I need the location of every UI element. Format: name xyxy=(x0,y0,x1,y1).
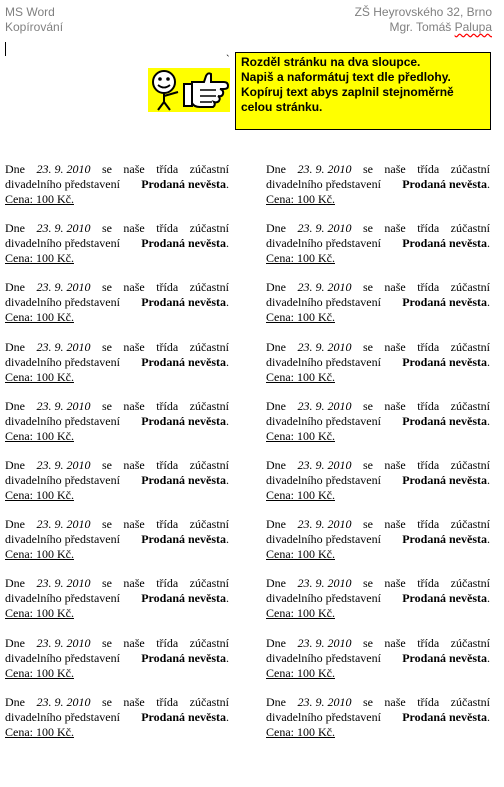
document-header-left xyxy=(5,5,63,35)
text-line-1: Dne 23. 9. 2010 se naše třída zúčastní xyxy=(5,221,229,236)
play-title: Prodaná nevěsta xyxy=(402,236,487,251)
play-title: Prodaná nevěsta xyxy=(402,354,487,369)
price-line: Cena: 100 Kč. xyxy=(5,665,74,680)
text-block xyxy=(266,636,490,695)
text-line-1: Dne 23. 9. 2010 se naše třída zúčastní xyxy=(266,576,490,591)
text-line-2: divadelního představení Prodaná nevěsta. xyxy=(5,532,229,547)
play-title: Prodaná nevěsta xyxy=(402,532,487,547)
play-title: Prodaná nevěsta xyxy=(402,295,487,310)
price-line: Cena: 100 Kč. xyxy=(266,606,335,621)
text-line-2: divadelního představení Prodaná nevěsta. xyxy=(266,295,490,310)
text-block xyxy=(266,576,490,635)
text-line-1: Dne 23. 9. 2010 se naše třída zúčastní xyxy=(266,457,490,472)
play-title: Prodaná nevěsta xyxy=(141,177,226,191)
header-topic: Kopírování xyxy=(5,20,64,34)
header-app: MS Word xyxy=(5,5,55,19)
text-line-2: divadelního představení Prodaná nevěsta. xyxy=(266,413,490,428)
text-line-1: Dne 23. 9. 2010 se naše třída zúčastní xyxy=(5,517,229,532)
smiley-pointing-hand-icon xyxy=(148,68,230,112)
price-line: Cena: 100 Kč. xyxy=(266,487,335,502)
event-date: 23. 9. 2010 xyxy=(297,339,352,354)
header-author: Mgr. Tomáš Palupa xyxy=(389,20,492,34)
event-date: 23. 9. 2010 xyxy=(297,221,352,236)
text-line-2: divadelního představení Prodaná nevěsta. xyxy=(266,236,490,251)
play-title: Prodaná nevěsta xyxy=(141,295,226,310)
text-cursor xyxy=(5,42,6,56)
text-line-1: Dne 23. 9. 2010 se naše třída zúčastní xyxy=(5,280,229,295)
text-block xyxy=(266,162,490,221)
price-line: Cena: 100 Kč. xyxy=(5,251,74,266)
play-title: Prodaná nevěsta xyxy=(141,591,226,606)
event-date: 23. 9. 2010 xyxy=(297,694,352,709)
task-line: celou stránku. xyxy=(241,100,323,114)
event-date: 23. 9. 2010 xyxy=(36,280,91,295)
text-block xyxy=(5,517,229,576)
price-line: Cena: 100 Kč. xyxy=(266,369,335,384)
text-line-1: Dne 23. 9. 2010 se naše třída zúčastní xyxy=(5,694,229,709)
event-date: 23. 9. 2010 xyxy=(36,162,91,176)
document-header-right xyxy=(355,5,492,35)
text-block xyxy=(5,399,229,458)
event-date: 23. 9. 2010 xyxy=(297,162,352,176)
play-title: Prodaná nevěsta xyxy=(141,709,226,724)
event-date: 23. 9. 2010 xyxy=(36,517,91,532)
price-line: Cena: 100 Kč. xyxy=(5,192,74,206)
text-line-1: Dne 23. 9. 2010 se naše třída zúčastní xyxy=(266,398,490,413)
text-line-1: Dne 23. 9. 2010 se naše třída zúčastní xyxy=(5,635,229,650)
text-line-1: Dne 23. 9. 2010 se naše třída zúčastní xyxy=(266,221,490,236)
text-line-2: divadelního představení Prodaná nevěsta. xyxy=(5,236,229,251)
play-title: Prodaná nevěsta xyxy=(141,532,226,547)
task-line: Napiš a naformátuj text dle předlohy. xyxy=(241,70,451,84)
event-date: 23. 9. 2010 xyxy=(297,457,352,472)
event-date: 23. 9. 2010 xyxy=(297,398,352,413)
text-block xyxy=(266,280,490,339)
text-block xyxy=(5,695,229,754)
text-line-2: divadelního představení Prodaná nevěsta. xyxy=(5,177,229,191)
text-line-2: divadelního představení Prodaná nevěsta. xyxy=(5,472,229,487)
task-line: Kopíruj text abys zaplnil stejnoměrně xyxy=(241,85,454,99)
header-school: ZŠ Heyrovského 32, Brno xyxy=(354,5,492,19)
price-line: Cena: 100 Kč. xyxy=(266,251,335,266)
price-line: Cena: 100 Kč. xyxy=(5,606,74,621)
price-line: Cena: 100 Kč. xyxy=(266,428,335,443)
text-block xyxy=(5,636,229,695)
play-title: Prodaná nevěsta xyxy=(141,472,226,487)
text-block xyxy=(5,576,229,635)
text-line-2: divadelního představení Prodaná nevěsta. xyxy=(266,177,490,191)
event-date: 23. 9. 2010 xyxy=(297,517,352,532)
play-title: Prodaná nevěsta xyxy=(402,591,487,606)
play-title: Prodaná nevěsta xyxy=(402,709,487,724)
price-line: Cena: 100 Kč. xyxy=(266,724,335,739)
text-line-2: divadelního představení Prodaná nevěsta. xyxy=(266,472,490,487)
play-title: Prodaná nevěsta xyxy=(141,650,226,665)
text-line-1: Dne 23. 9. 2010 se naše třída zúčastní xyxy=(266,635,490,650)
text-block xyxy=(5,458,229,517)
play-title: Prodaná nevěsta xyxy=(141,413,226,428)
text-line-1: Dne 23. 9. 2010 se naše třída zúčastní xyxy=(5,339,229,354)
price-line: Cena: 100 Kč. xyxy=(266,547,335,562)
text-block xyxy=(5,221,229,280)
price-line: Cena: 100 Kč. xyxy=(266,310,335,325)
text-line-2: divadelního představení Prodaná nevěsta. xyxy=(266,591,490,606)
text-block xyxy=(266,340,490,399)
play-title: Prodaná nevěsta xyxy=(141,236,226,251)
text-line-1: Dne 23. 9. 2010 se naše třída zúčastní xyxy=(266,280,490,295)
text-line-2: divadelního představení Prodaná nevěsta. xyxy=(266,709,490,724)
play-title: Prodaná nevěsta xyxy=(402,472,487,487)
column-left xyxy=(5,162,229,754)
price-line: Cena: 100 Kč. xyxy=(266,192,335,206)
event-date: 23. 9. 2010 xyxy=(36,457,91,472)
event-date: 23. 9. 2010 xyxy=(36,398,91,413)
text-block xyxy=(266,221,490,280)
column-right xyxy=(266,162,490,754)
task-line: Rozděl stránku na dva sloupce. xyxy=(241,55,421,69)
stray-mark: ` xyxy=(226,54,230,66)
text-line-2: divadelního představení Prodaná nevěsta. xyxy=(5,354,229,369)
text-block xyxy=(5,280,229,339)
text-line-2: divadelního představení Prodaná nevěsta. xyxy=(5,295,229,310)
event-date: 23. 9. 2010 xyxy=(297,576,352,591)
text-line-1: Dne 23. 9. 2010 se naše třída zúčastní xyxy=(5,398,229,413)
text-block xyxy=(266,695,490,754)
text-line-1: Dne 23. 9. 2010 se naše třída zúčastní xyxy=(266,339,490,354)
price-line: Cena: 100 Kč. xyxy=(5,310,74,325)
event-date: 23. 9. 2010 xyxy=(36,635,91,650)
text-block xyxy=(266,399,490,458)
text-line-1: Dne 23. 9. 2010 se naše třída zúčastní xyxy=(266,517,490,532)
event-date: 23. 9. 2010 xyxy=(297,280,352,295)
text-line-2: divadelního představení Prodaná nevěsta. xyxy=(5,591,229,606)
text-line-2: divadelního představení Prodaná nevěsta. xyxy=(5,709,229,724)
text-line-1: Dne 23. 9. 2010 se naše třída zúčastní xyxy=(5,457,229,472)
text-line-2: divadelního představení Prodaná nevěsta. xyxy=(266,354,490,369)
price-line: Cena: 100 Kč. xyxy=(5,724,74,739)
price-line: Cena: 100 Kč. xyxy=(266,665,335,680)
play-title: Prodaná nevěsta xyxy=(402,650,487,665)
event-date: 23. 9. 2010 xyxy=(36,576,91,591)
price-line: Cena: 100 Kč. xyxy=(5,428,74,443)
text-block xyxy=(5,340,229,399)
text-line-2: divadelního představení Prodaná nevěsta. xyxy=(266,650,490,665)
event-date: 23. 9. 2010 xyxy=(36,221,91,236)
text-block xyxy=(266,517,490,576)
text-line-2: divadelního představení Prodaná nevěsta. xyxy=(266,532,490,547)
price-line: Cena: 100 Kč. xyxy=(5,369,74,384)
text-line-1: Dne 23. 9. 2010 se naše třída zúčastní xyxy=(5,162,229,176)
event-date: 23. 9. 2010 xyxy=(36,339,91,354)
event-date: 23. 9. 2010 xyxy=(297,635,352,650)
play-title: Prodaná nevěsta xyxy=(402,413,487,428)
text-block xyxy=(266,458,490,517)
event-date: 23. 9. 2010 xyxy=(36,694,91,709)
play-title: Prodaná nevěsta xyxy=(402,177,487,191)
text-line-1: Dne 23. 9. 2010 se naše třída zúčastní xyxy=(5,576,229,591)
play-title: Prodaná nevěsta xyxy=(141,354,226,369)
text-line-2: divadelního představení Prodaná nevěsta. xyxy=(5,650,229,665)
text-block xyxy=(5,162,229,221)
text-line-1: Dne 23. 9. 2010 se naše třída zúčastní xyxy=(266,694,490,709)
price-line: Cena: 100 Kč. xyxy=(5,547,74,562)
text-line-2: divadelního představení Prodaná nevěsta. xyxy=(5,413,229,428)
price-line: Cena: 100 Kč. xyxy=(5,487,74,502)
task-box xyxy=(235,52,491,130)
text-line-1: Dne 23. 9. 2010 se naše třída zúčastní xyxy=(266,162,490,176)
